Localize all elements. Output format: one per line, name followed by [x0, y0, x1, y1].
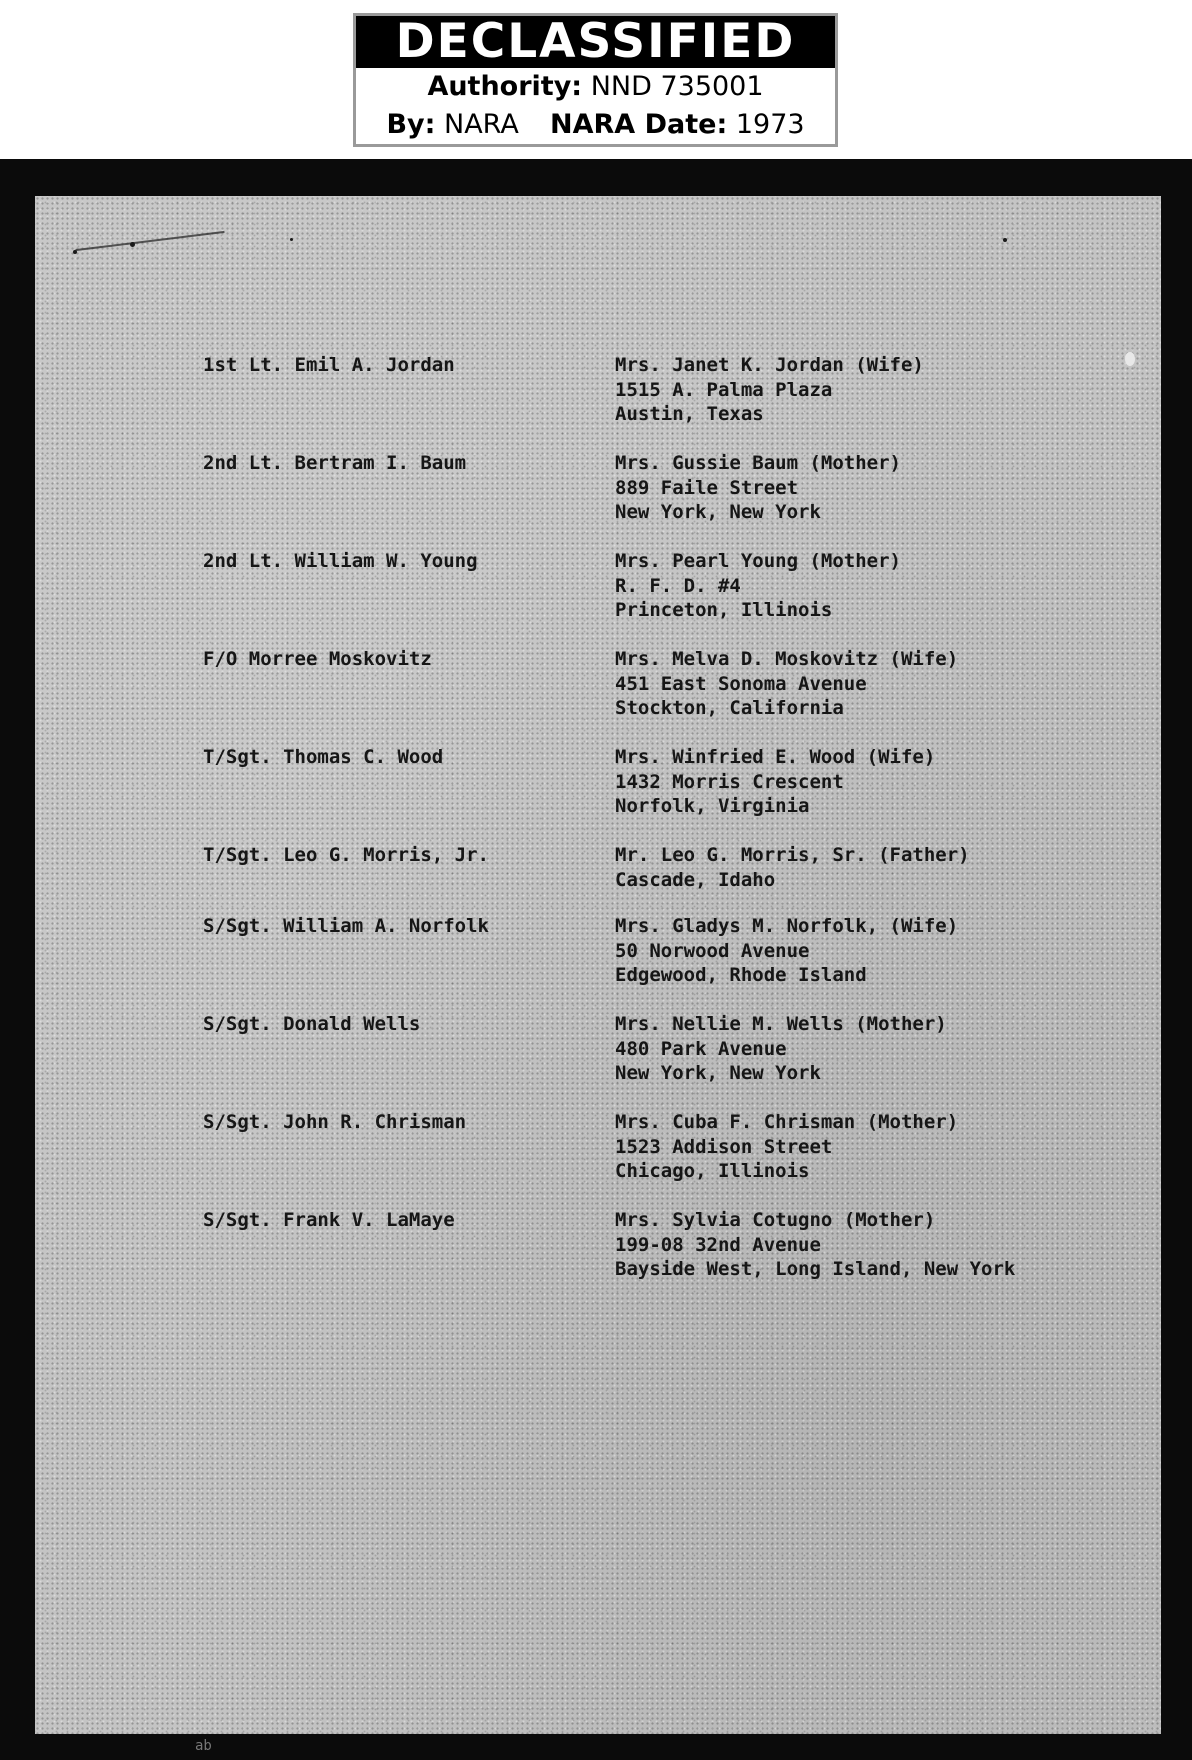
stamp-by-line [356, 106, 835, 144]
address-line: 50 Norwood Avenue [615, 939, 810, 962]
next-of-kin-name: Mrs. Nellie M. Wells (Mother) [615, 1013, 947, 1035]
authority-label: Authority: [427, 71, 583, 102]
address-line: 889 Faile Street [615, 476, 799, 499]
next-of-kin-block [615, 914, 958, 988]
date-value: 1973 [735, 109, 805, 140]
next-of-kin-name: Mr. Leo G. Morris, Sr. (Father) [615, 844, 970, 866]
scanned-document-frame [0, 159, 1192, 1760]
address-line: R. F. D. #4 [615, 574, 741, 597]
document-page [35, 196, 1161, 1754]
serviceman-name: S/Sgt. Frank V. LaMaye [203, 1209, 455, 1231]
address-line: New York, New York [615, 501, 821, 523]
address-line: Cascade, Idaho [615, 868, 776, 891]
serviceman-name: 1st Lt. Emil A. Jordan [203, 354, 455, 376]
serviceman-name: 2nd Lt. William W. Young [203, 550, 478, 572]
date-label: NARA Date: [550, 109, 728, 140]
serviceman-name: 2nd Lt. Bertram I. Baum [203, 452, 467, 474]
next-of-kin-name: Mrs. Sylvia Cotugno (Mother) [615, 1209, 936, 1231]
next-of-kin-block [615, 1208, 1015, 1282]
address-line: 1432 Morris Crescent [615, 770, 844, 793]
address-line: 480 Park Avenue [615, 1037, 787, 1060]
address-line: Norfolk, Virginia [615, 795, 810, 817]
address-line: Bayside West, Long Island, New York [615, 1258, 1016, 1280]
casualty-list [35, 196, 1161, 1734]
stamp-title: DECLASSIFIED [356, 16, 835, 68]
next-of-kin-name: Mrs. Pearl Young (Mother) [615, 550, 901, 572]
next-of-kin-name: Mrs. Gussie Baum (Mother) [615, 452, 901, 474]
address-line: 199-08 32nd Avenue [615, 1233, 821, 1256]
address-line: Princeton, Illinois [615, 599, 833, 621]
address-line: 1523 Addison Street [615, 1135, 833, 1158]
next-of-kin-block [615, 549, 901, 623]
next-of-kin-block [615, 451, 901, 525]
address-line: Chicago, Illinois [615, 1160, 810, 1182]
next-of-kin-block [615, 353, 924, 427]
by-label: By: [386, 109, 436, 140]
next-of-kin-block [615, 745, 935, 819]
address-line: Edgewood, Rhode Island [615, 964, 867, 986]
serviceman-name: S/Sgt. William A. Norfolk [203, 915, 489, 937]
next-of-kin-block [615, 1110, 958, 1184]
scan-mark: ab [195, 1738, 212, 1754]
next-of-kin-name: Mrs. Cuba F. Chrisman (Mother) [615, 1111, 959, 1133]
stamp-authority-line [356, 68, 835, 106]
serviceman-name: F/O Morree Moskovitz [203, 648, 432, 670]
next-of-kin-block [615, 647, 958, 721]
next-of-kin-block [615, 1012, 947, 1086]
next-of-kin-block [615, 843, 970, 892]
next-of-kin-name: Mrs. Winfried E. Wood (Wife) [615, 746, 936, 768]
next-of-kin-name: Mrs. Janet K. Jordan (Wife) [615, 354, 924, 376]
authority-value: NND 735001 [590, 71, 764, 102]
address-line: 1515 A. Palma Plaza [615, 378, 833, 401]
next-of-kin-name: Mrs. Gladys M. Norfolk, (Wife) [615, 915, 959, 937]
next-of-kin-name: Mrs. Melva D. Moskovitz (Wife) [615, 648, 959, 670]
address-line: 451 East Sonoma Avenue [615, 672, 867, 695]
address-line: New York, New York [615, 1062, 821, 1084]
serviceman-name: S/Sgt. Donald Wells [203, 1013, 421, 1035]
serviceman-name: S/Sgt. John R. Chrisman [203, 1111, 467, 1133]
address-line: Austin, Texas [615, 403, 764, 425]
serviceman-name: T/Sgt. Leo G. Morris, Jr. [203, 844, 489, 866]
declassified-stamp [353, 13, 838, 147]
address-line: Stockton, California [615, 697, 844, 719]
serviceman-name: T/Sgt. Thomas C. Wood [203, 746, 444, 768]
by-value: NARA [444, 109, 519, 140]
